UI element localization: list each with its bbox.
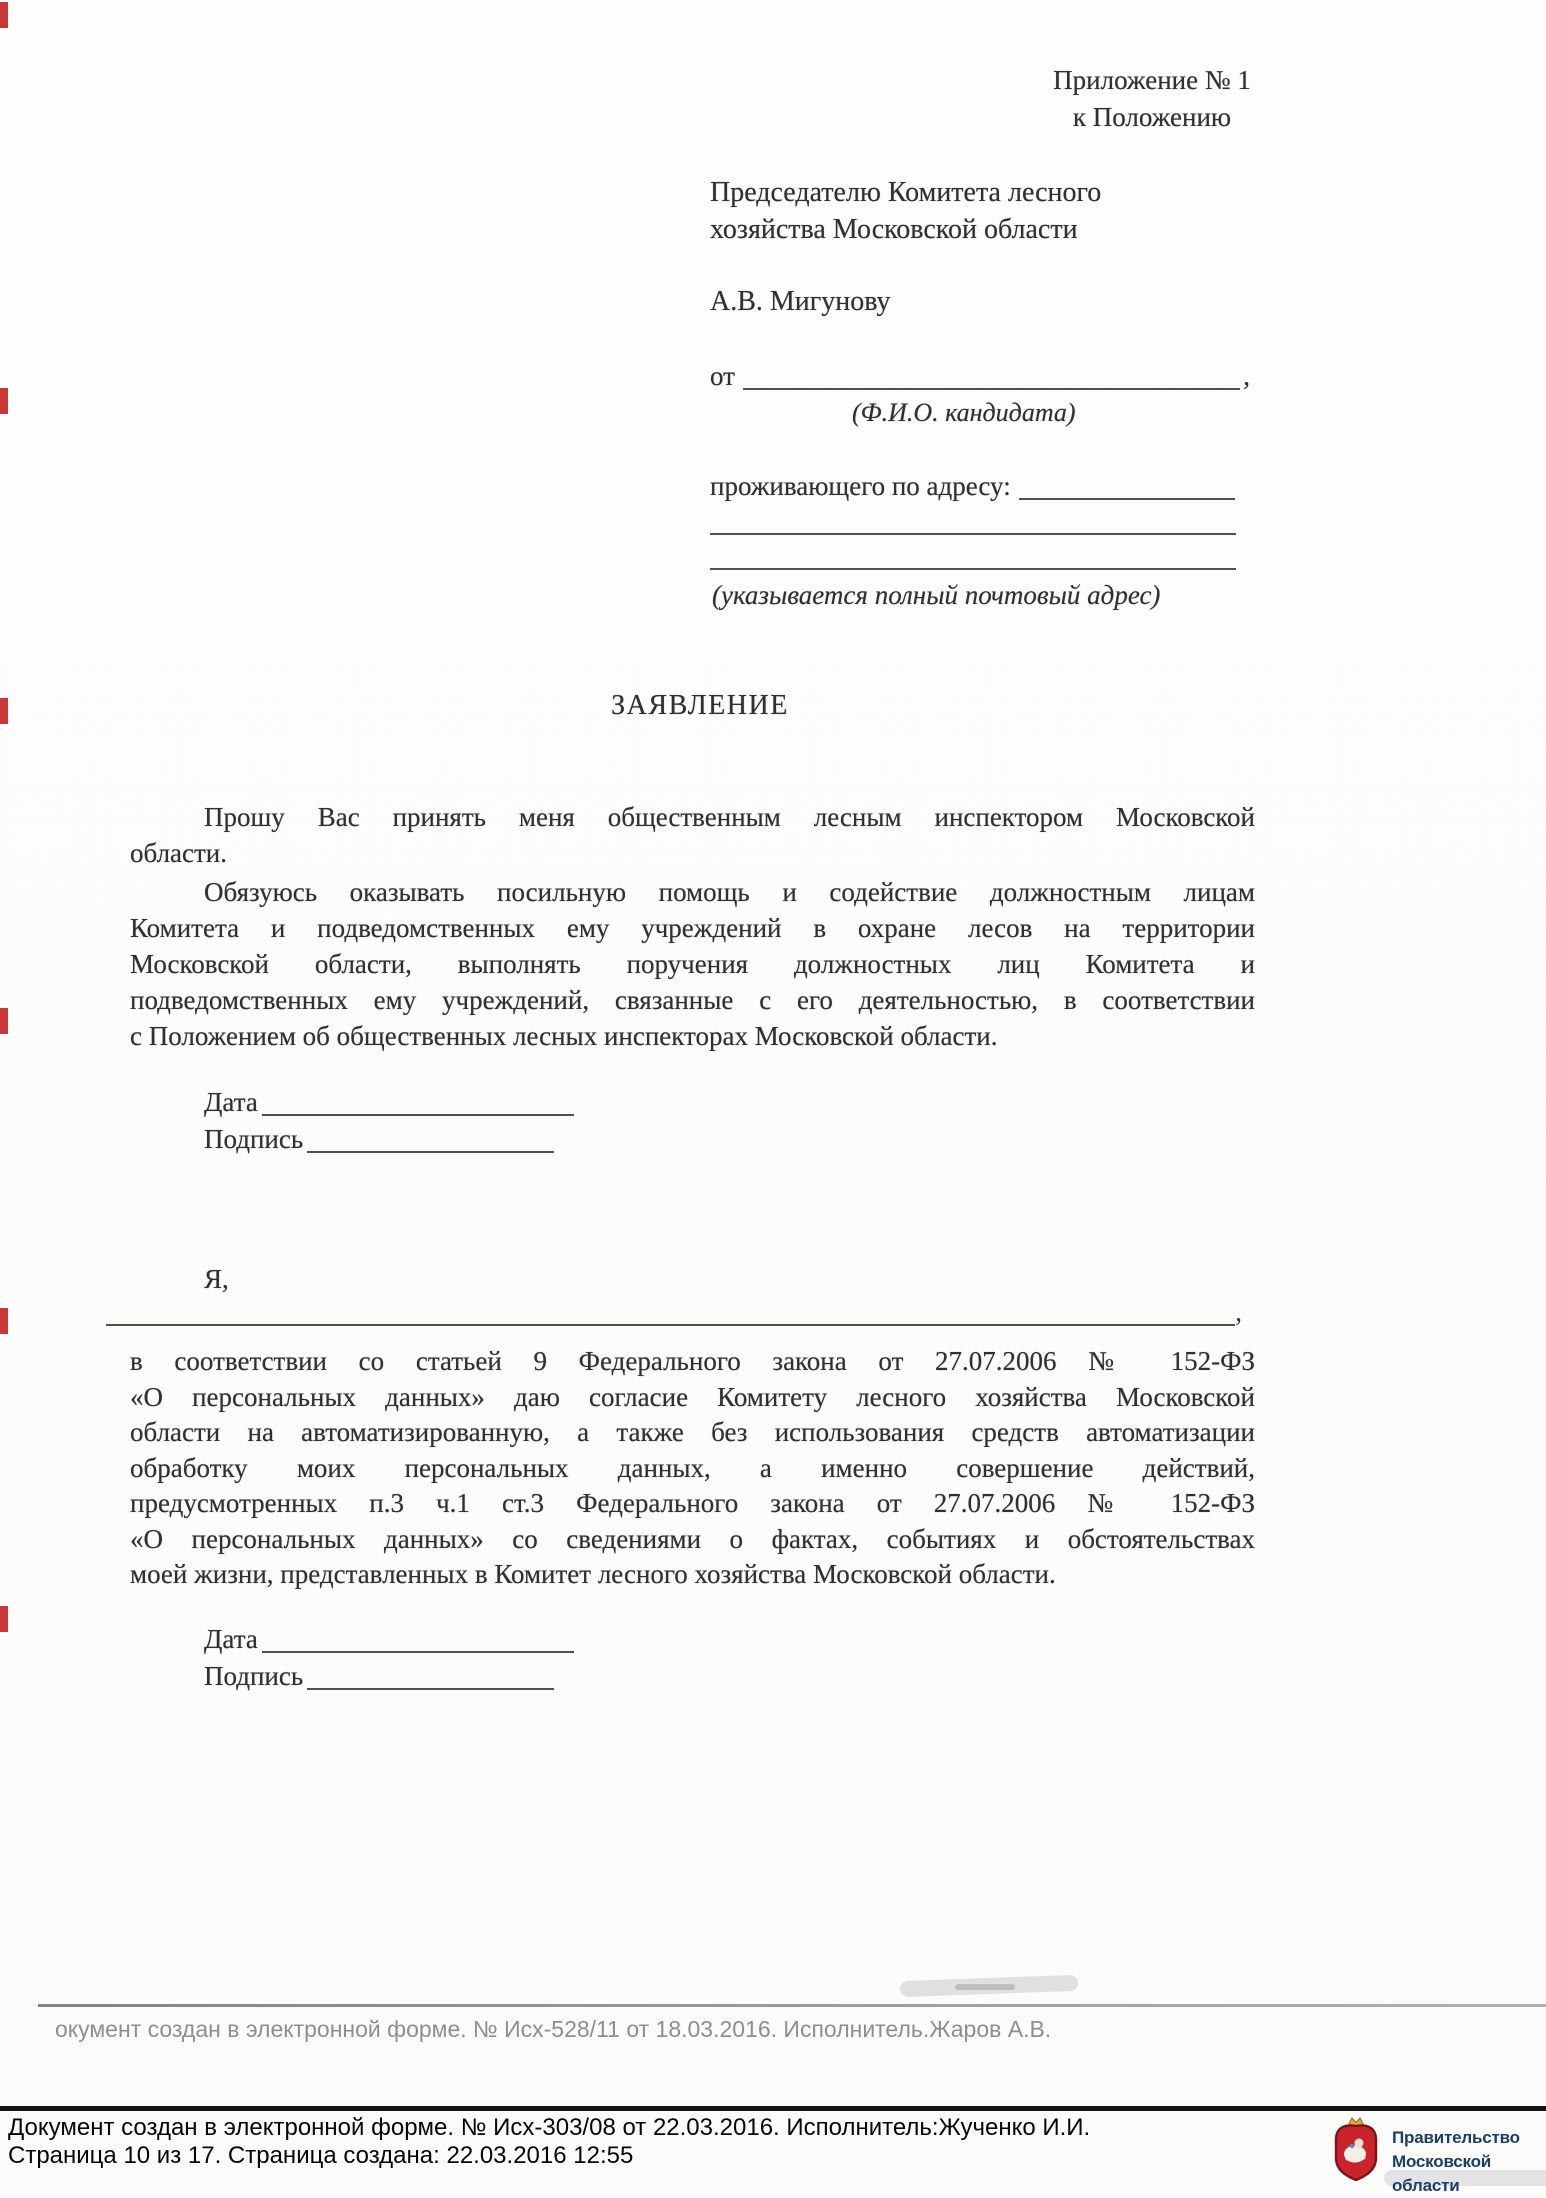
signature-label: Подпись [204, 1124, 304, 1154]
scan-divider-line [38, 2004, 1546, 2007]
signature-blank-line [307, 1662, 554, 1690]
fio-blank-line [743, 362, 1240, 390]
body-line: «О персональных данных» даю согласие Комитету лесного хозяйства Московской [130, 1381, 1255, 1412]
consent-lead: Я, [204, 1264, 229, 1294]
address-hint: (указывается полный почтовый адрес) [712, 580, 1161, 610]
signature-label: Подпись [204, 1661, 304, 1691]
signature-row [204, 1658, 557, 1692]
logo-org-line: Правительство [1392, 2128, 1520, 2147]
addressee-line: Председателю Комитета лесного [710, 177, 1102, 208]
body-line: обработку моих персональных данных, а именно совершение действий, [130, 1452, 1255, 1483]
date-blank-line [262, 1088, 574, 1116]
logo-org-line: Московской области [1392, 2152, 1492, 2195]
from-comma: , [1243, 361, 1250, 391]
scan-artifact-mark [0, 1008, 8, 1034]
date-label: Дата [204, 1624, 258, 1654]
from-label: от [710, 361, 735, 391]
scan-artifact-mark [0, 2, 8, 28]
recipient-name: А.В. Мигунову [710, 286, 891, 317]
date-row [204, 1621, 577, 1655]
consent-paragraph [130, 1344, 1255, 1593]
body-line: предусмотренных п.3 ч.1 ст.3 Федерального закона от 27.07.2006 № 152-ФЗ [130, 1488, 1255, 1518]
address-blank-line [710, 540, 1236, 570]
fio-hint: (Ф.И.О. кандидата) [852, 398, 1076, 427]
body-line: области. [130, 838, 228, 868]
footer-page-info: Страница 10 из 17. Страница создана: 22.03.2016 12:55 [8, 2142, 634, 2169]
logo-org-name [1392, 2126, 1546, 2198]
address-label: проживающего по адресу: [710, 471, 1011, 501]
body-line: с Положением об общественных лесных инспекторах Московской области. [130, 1021, 998, 1051]
scan-artifact-mark [0, 1606, 8, 1632]
body-line: «О персональных данных» со сведениями о фактах, событиях и обстоятельствах [130, 1523, 1255, 1554]
date-blank-line [262, 1625, 574, 1653]
addressee-line: хозяйства Московской области [710, 214, 1078, 245]
signature-smudge [955, 1984, 1015, 1990]
consent-name-row [106, 1294, 1242, 1328]
addressee-block [710, 174, 1101, 248]
address-row [710, 470, 1238, 502]
from-row [710, 362, 1250, 392]
appendix-line: к Положению [1072, 102, 1232, 132]
body-line: Прошу Вас принять меня общественным лесным инспектором Московской [204, 802, 1255, 832]
scan-footer-note: окумент создан в электронной форме. № Исх-528/11 от 18.03.2016. Исполнитель.Жаров А.В. [55, 2016, 1052, 2042]
consent-comma: , [1235, 1297, 1242, 1327]
date-row [204, 1084, 577, 1118]
body-line: моей жизни, представленных в Комитет лесного хозяйства Московской области. [130, 1559, 1056, 1589]
application-paragraph [130, 874, 1255, 1054]
body-line: области на автоматизированную, а также без использования средств автоматизации [130, 1417, 1255, 1447]
scan-artifact-mark [0, 388, 8, 414]
appendix-line: Приложение № 1 [1053, 65, 1251, 95]
application-title: ЗАЯВЛЕНИЕ [611, 690, 789, 721]
consent-blank-line [106, 1298, 1235, 1326]
address-blank-line [710, 505, 1236, 535]
body-line: Московской области, выполнять поручения должностных лиц Комитета и [130, 949, 1255, 979]
signature-row [204, 1121, 557, 1155]
coat-of-arms-icon [1332, 2116, 1380, 2182]
address-blank-line [1019, 472, 1235, 500]
appendix-note [1027, 62, 1277, 136]
application-paragraph [130, 799, 1255, 871]
signature-blank-line [307, 1125, 554, 1153]
date-label: Дата [204, 1087, 258, 1117]
body-line: подведомственных ему учреждений, связанные с его деятельностью, в соответствии [130, 985, 1255, 1015]
scan-artifact-mark [0, 698, 8, 724]
scan-artifact-mark [0, 1308, 8, 1334]
footer-divider [0, 2106, 1546, 2111]
footer-doc-info: Документ создан в электронной форме. № Исх-303/08 от 22.03.2016. Исполнитель:Жученко И.И. [8, 2114, 1091, 2141]
body-line: Комитета и подведомственных ему учреждений в охране лесов на территории [130, 913, 1255, 943]
body-line: в соответствии со статьей 9 Федерального закона от 27.07.2006 № 152-ФЗ [130, 1346, 1255, 1376]
body-line: Обязуюсь оказывать посильную помощь и содействие должностным лицам [204, 877, 1255, 907]
